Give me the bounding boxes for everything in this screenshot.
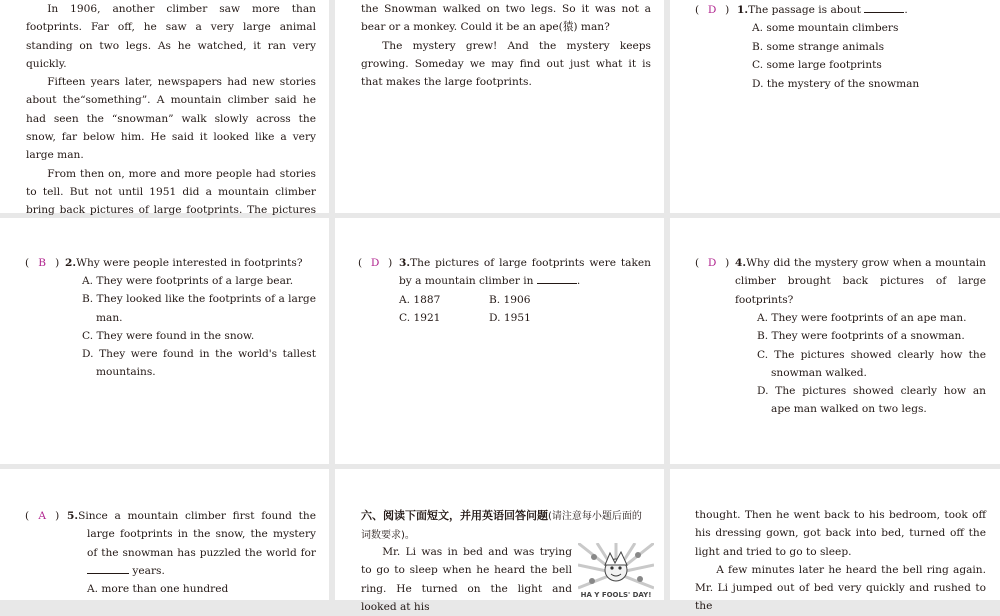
question-panel-5 (0, 469, 329, 600)
option-a: A. They were footprints of an ape man. (757, 312, 967, 324)
answer-letter: D (707, 4, 717, 16)
option-d: D. The pictures showed clearly how an ape man walked on two legs. (757, 385, 986, 416)
option-c: C. The pictures showed clearly how the snowman walked. (757, 348, 986, 379)
option-c: C. 1921 (399, 312, 441, 324)
option-b: B. some strange animals (752, 41, 885, 53)
question-text: 4.Why did the mystery grow when a mountain climber brought back pictures of large footprints? (735, 257, 986, 306)
options (82, 272, 316, 382)
question-text: 2.Why were people interested in footprints? (65, 257, 303, 269)
option-c: C. some large footprints (752, 59, 882, 71)
paragraph: From then on, more and more people had stories to tell. But not until 1951 did a mountain climber bring back pictures of large footprints. The pictures (26, 167, 316, 217)
question-panel-1 (670, 0, 1000, 213)
stamp-caption: HA Y FOOLS' DAY! (580, 591, 652, 599)
april-fools-illustration (578, 543, 654, 600)
question-2 (25, 254, 316, 384)
question-panel-2 (0, 218, 329, 464)
passage-text-1 (26, 0, 316, 238)
section-six-text (361, 543, 572, 616)
answer-bracket: ( D ) (695, 1, 729, 19)
question-1 (695, 1, 988, 91)
option-d: D. the mystery of the snowman (752, 78, 920, 90)
passage-panel-1 (0, 0, 329, 217)
question-3 (358, 254, 651, 334)
answer-blank (864, 2, 904, 13)
passage-text-2 (361, 0, 651, 91)
question-panel-3 (335, 218, 664, 464)
answer-bracket: ( D ) (695, 254, 729, 272)
options (757, 309, 986, 419)
paragraph: The mystery grew! And the mystery keeps growing. Someday we may find out just what it is that makes the large footprints. (361, 39, 651, 89)
question-5 (25, 507, 316, 602)
option-c: C. They were found in the snow. (82, 329, 255, 342)
answer-letter: D (707, 257, 717, 269)
question-4 (695, 254, 986, 434)
question-panel-4 (670, 218, 1000, 464)
passage-text-3 (695, 506, 986, 616)
option-a: A. 1887 (399, 294, 441, 306)
section-heading: 六、阅读下面短文，并用英语回答问题(请注意每小题后面的词数要求)。 (361, 509, 642, 541)
answer-letter: D (370, 257, 380, 269)
answer-letter: A (38, 510, 46, 522)
answer-blank (537, 273, 577, 284)
passage-panel-2 (335, 0, 664, 213)
section-six-panel (335, 469, 664, 613)
paragraph: In 1906, another climber saw more than footprints. Far off, he saw a very large animal standing on two legs. As he watched, it ran very quickly. (26, 3, 316, 70)
answer-blank (87, 563, 129, 574)
paragraph: Fifteen years later, newspapers had new stories about the“something”. A mountain climber said he had seen the “snowman” walk slowly across the snow, far below him. He said it looked like a very large man. (26, 76, 316, 162)
option-b: B. They looked like the footprints of a large man. (82, 293, 316, 324)
answer-letter: B (38, 257, 47, 269)
option-a: A. some mountain climbers (752, 22, 899, 34)
option-d: D. They were found in the world's tallest mountains. (82, 348, 316, 379)
paragraph: A few minutes later he heard the bell ring again. Mr. Li jumped out of bed very quickly and rushed to the (695, 563, 986, 613)
question-text: 5.Since a mountain climber first found the large footprints in the snow, the mystery of the snowman has puzzled the world for years. (67, 510, 316, 577)
paragraph: the Snowman walked on two legs. So it was not a bear or a monkey. Could it be an ape(猿) man? (361, 3, 651, 34)
option-b: B. 1906 (489, 294, 531, 306)
option-d: D. 1951 (489, 312, 531, 324)
option-a: A. more than one hundred (87, 583, 229, 595)
answer-bracket: ( A ) (25, 507, 59, 525)
question-text: 3.The pictures of large footprints were taken by a mountain climber in . (399, 257, 651, 288)
option-a: A. They were footprints of a large bear. (82, 275, 294, 287)
answer-bracket: ( B ) (25, 254, 59, 272)
question-text: 1.The passage is about . (737, 4, 908, 16)
option-b: B. They were footprints of a snowman. (757, 330, 965, 343)
paragraph: Mr. Li was in bed and was trying to go to sleep when he heard the bell ring. He turned on the light and looked at his (361, 546, 572, 613)
paragraph: thought. Then he went back to his bedroom, took off his dressing gown, got back into bed, turned off the light and tried to go to sleep. (695, 509, 986, 558)
answer-bracket: ( D ) (358, 254, 392, 272)
passage-panel-3 (670, 469, 1000, 613)
